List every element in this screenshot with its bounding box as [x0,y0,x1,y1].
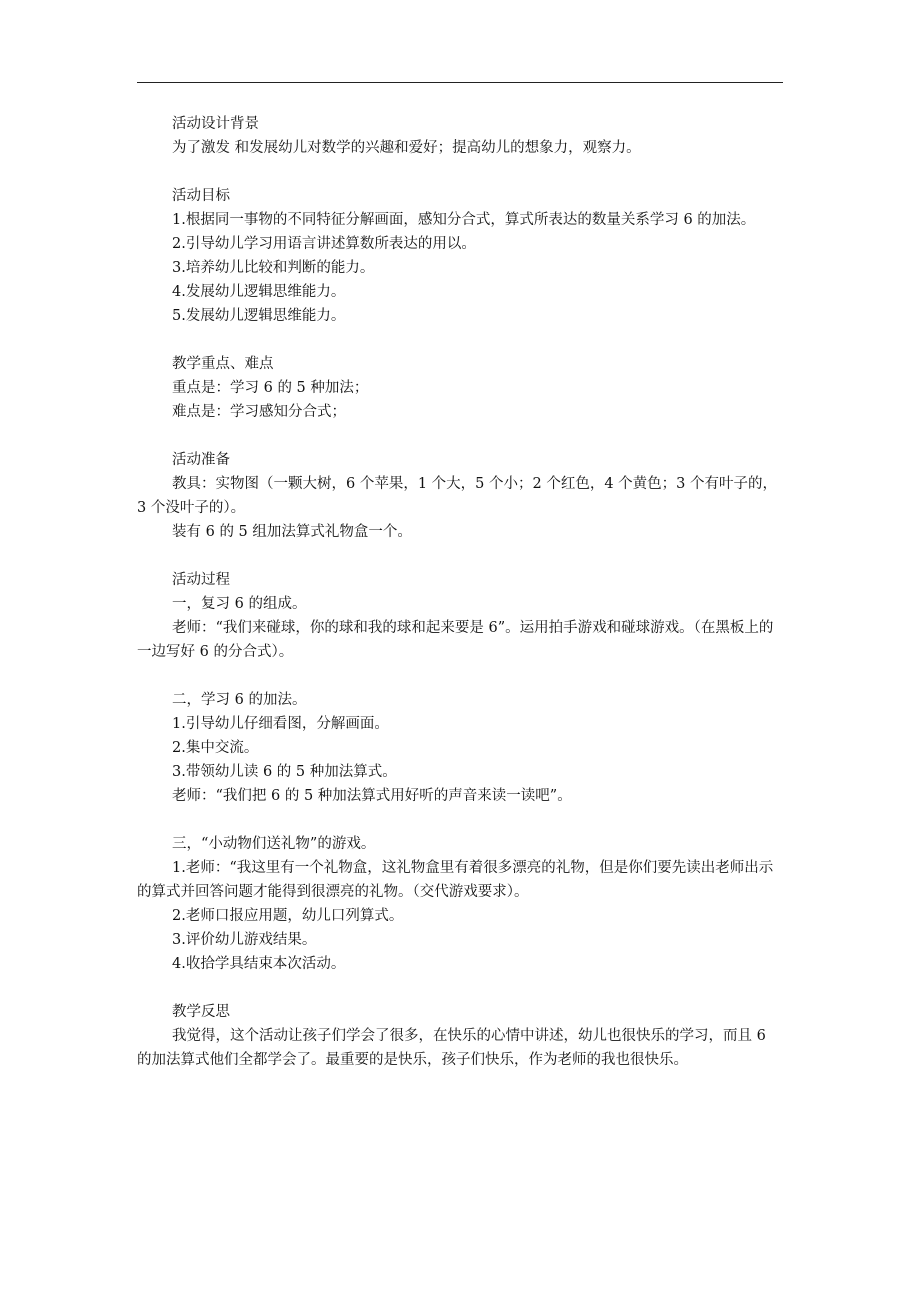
list-item: 4.收拾学具结束本次活动。 [172,956,346,972]
list-item: 4.发展幼儿逻辑思维能力。 [172,284,346,300]
list-item: 5.发展幼儿逻辑思维能力。 [172,308,346,324]
paragraph: 老师：“我们把 6 的 5 种加法算式用好听的声音来读一读吧”。 [172,788,572,804]
paragraph: 为了激发 和发展幼儿对数学的兴趣和爱好；提高幼儿的想象力，观察力。 [172,140,641,156]
section-heading: 活动过程 [172,572,230,588]
list-item: 2.集中交流。 [172,740,259,756]
list-item: 3.培养幼儿比较和判断的能力。 [172,260,375,276]
paragraph: 装有 6 的 5 组加法算式礼物盒一个。 [172,524,412,540]
section-addition [137,688,783,808]
list-item: 2.引导幼儿学习用语言讲述算数所表达的用以。 [172,236,476,252]
list-item: 1.根据同一事物的不同特征分解画面，感知分合式，算式所表达的数量关系学习 6 的加法。 [172,212,756,228]
section-goals [137,184,783,328]
paragraph: 老师：“我们来碰球，你的球和我的球和起来要是 6”。运用拍手游戏和碰球游戏。（在黑板上的一边写好 6 的分合式）。 [137,620,774,660]
section-heading: 活动设计背景 [172,116,259,132]
section-heading: 三，“小动物们送礼物”的游戏。 [172,836,376,852]
list-item: 3.评价幼儿游戏结果。 [172,932,317,948]
section-key-points [137,352,783,424]
section-process [137,568,783,664]
header-rule [137,82,783,83]
list-item: 1.老师：“我这里有一个礼物盒，这礼物盒里有着很多漂亮的礼物，但是你们要先读出老师出示的算式并回答问题才能得到很漂亮的礼物。（交代游戏要求）。 [137,860,774,900]
section-preparation [137,448,783,544]
section-game [137,832,783,976]
section-background [137,112,783,160]
section-heading: 教学反思 [172,1004,230,1020]
document-body [137,112,783,1096]
paragraph: 教具：实物图（一颗大树，6 个苹果，1 个大，5 个小；2 个红色，4 个黄色；3 个有叶子的，3 个没叶子的）。 [137,476,778,516]
paragraph: 我觉得，这个活动让孩子们学会了很多，在快乐的心情中讲述，幼儿也很快乐的学习，而且 6 的加法算式他们全都学会了。最重要的是快乐，孩子们快乐，作为老师的我也很快乐。 [137,1028,766,1068]
section-heading: 二，学习 6 的加法。 [172,692,307,708]
paragraph: 难点是：学习感知分合式； [172,404,346,420]
section-heading: 活动目标 [172,188,230,204]
paragraph: 一，复习 6 的组成。 [172,596,307,612]
list-item: 3.带领幼儿读 6 的 5 种加法算式。 [172,764,397,780]
section-heading: 活动准备 [172,452,230,468]
section-reflection [137,1000,783,1072]
list-item: 1.引导幼儿仔细看图，分解画面。 [172,716,389,732]
list-item: 2.老师口报应用题，幼儿口列算式。 [172,908,404,924]
paragraph: 重点是：学习 6 的 5 种加法； [172,380,369,396]
section-heading: 教学重点、难点 [172,356,274,372]
